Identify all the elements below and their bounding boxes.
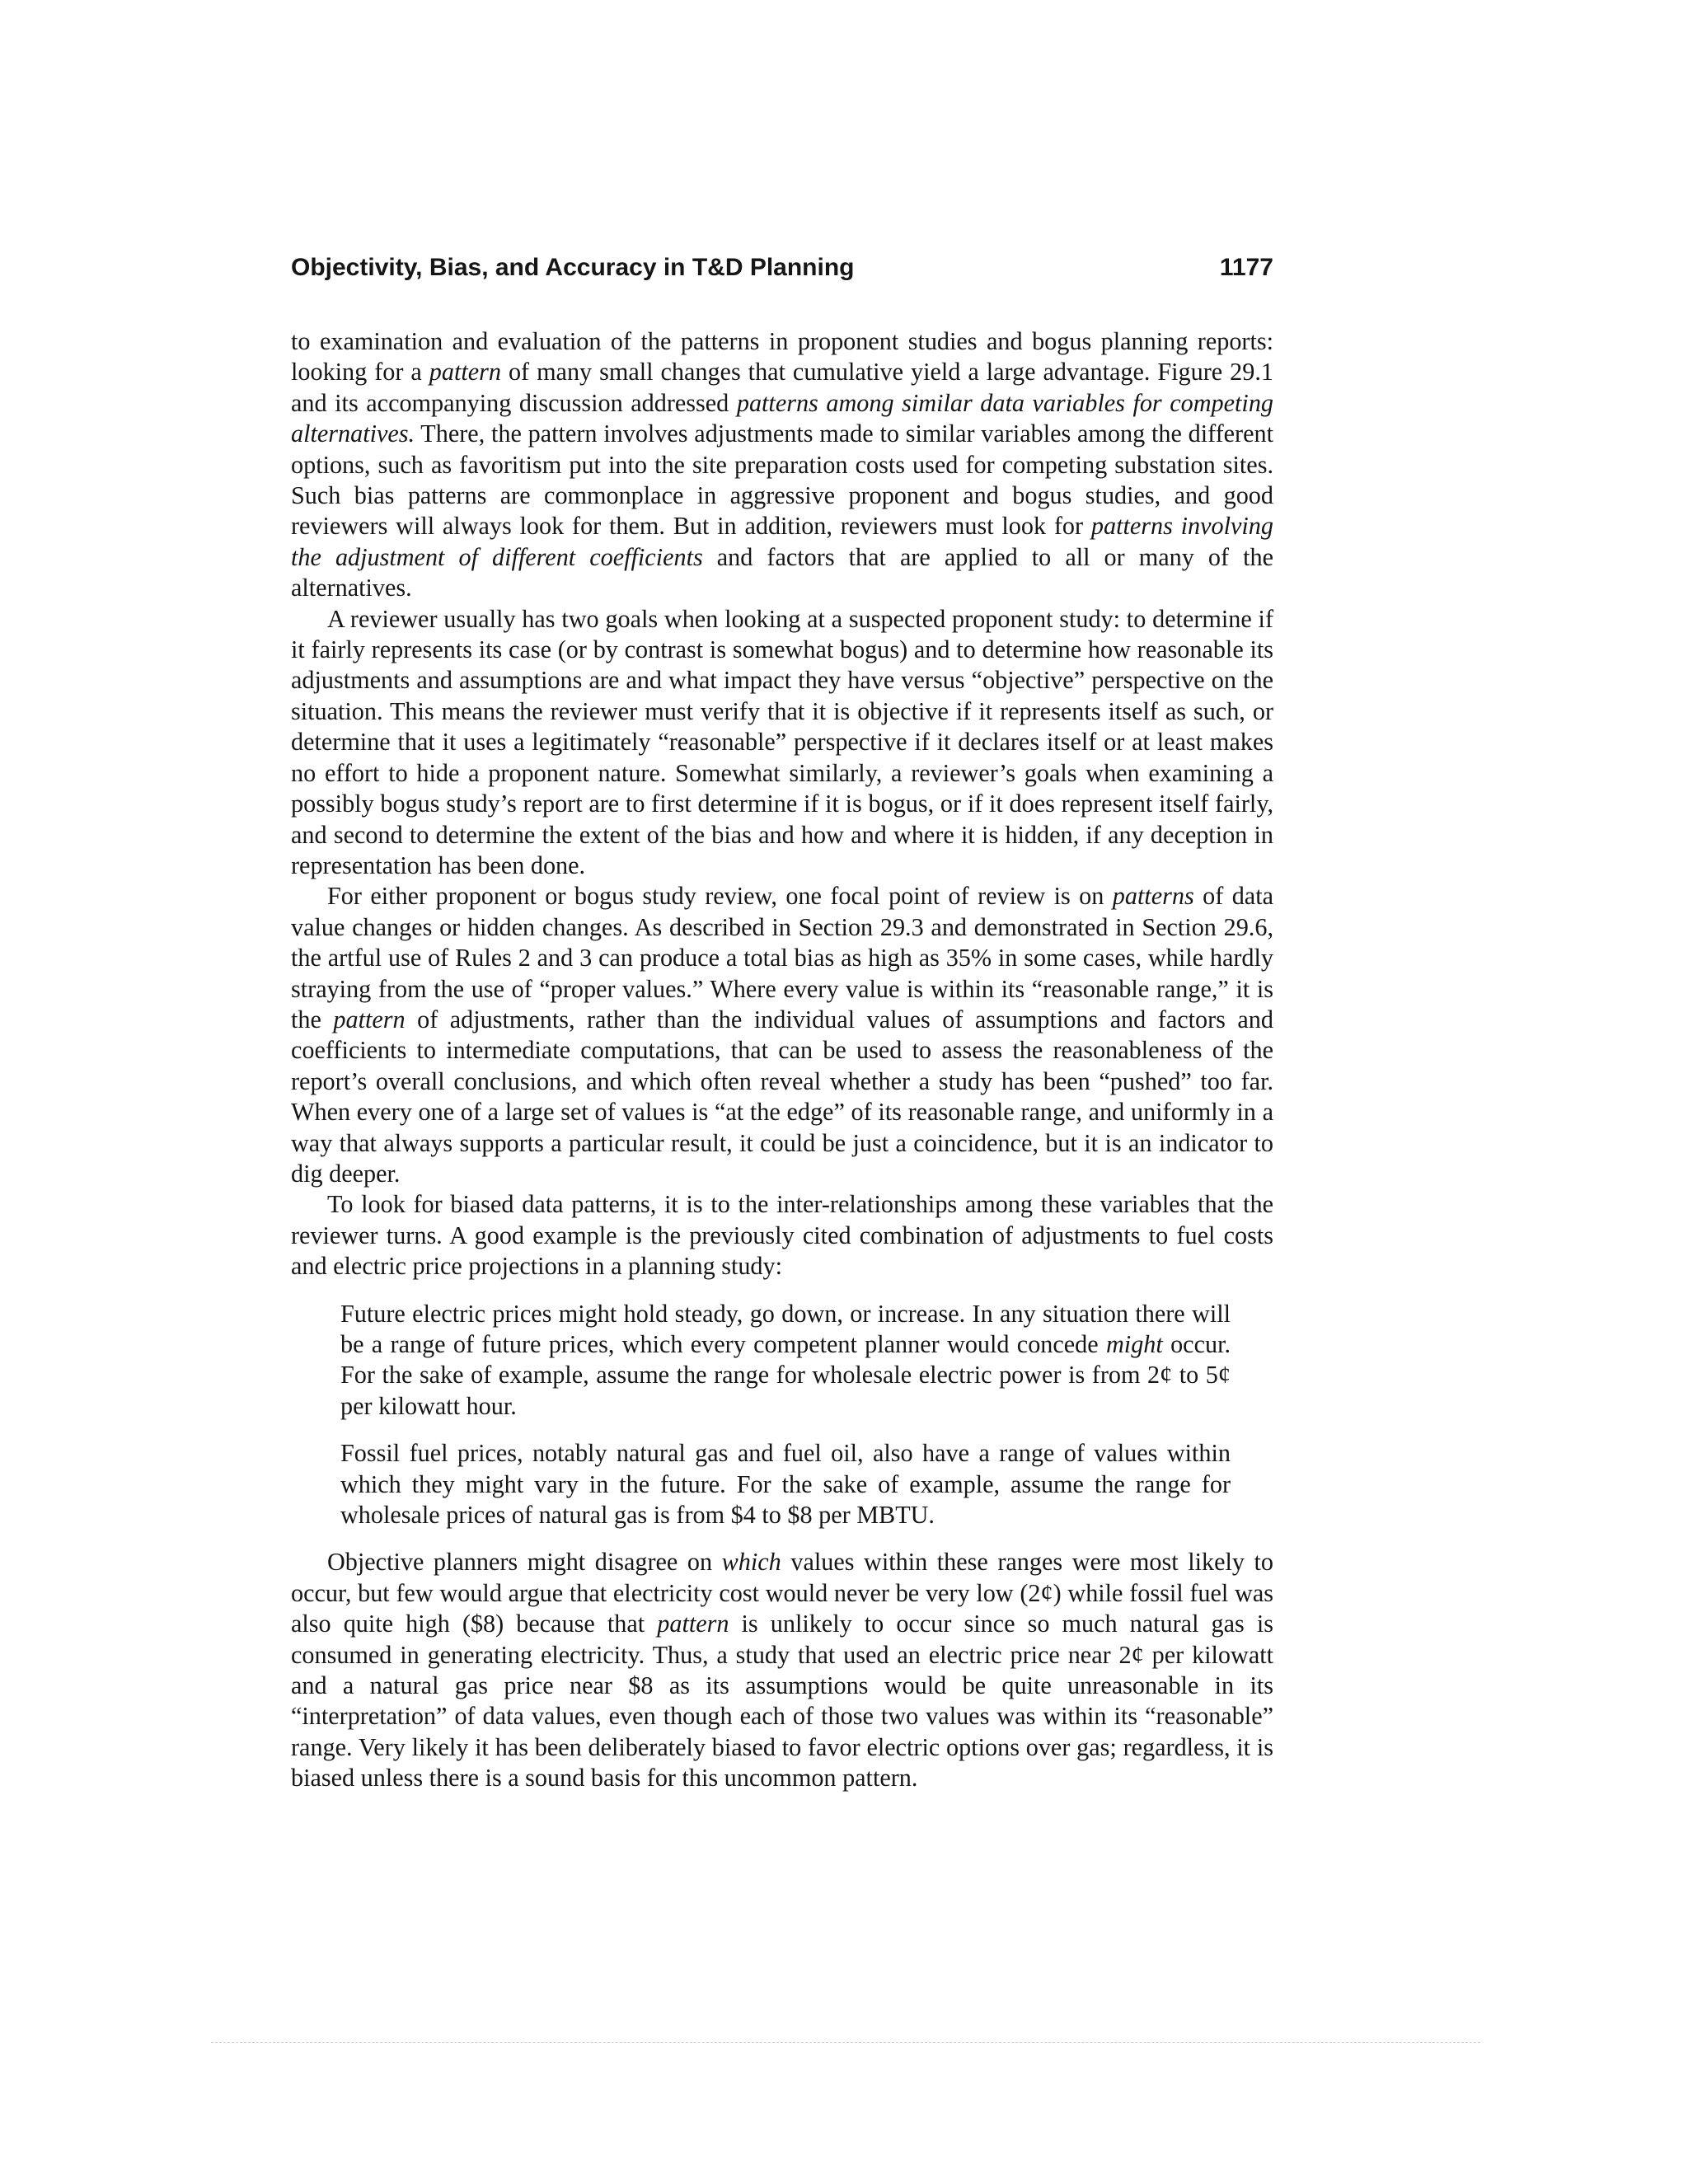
p5-text-c: values within these ranges were most likely to occur, but few would argue that electricity cost would never be very low (2¢) while fossil fuel was also quite high ($8) because that <box>291 1548 1274 1638</box>
p5-emphasis-pattern: pattern <box>657 1610 729 1638</box>
p3-text-e: of adjustments, rather than the individual values of assumptions and factors and coefficients to intermediate computations, that can be used to assess the reasonableness of the report’s overall conclusions, and which often reveal whether a study has been “pushed” too far. When every one of a large set of values is “at the edge” of its reasonable range, and uniformly in a way that always supports a particular result, it could be just a coincidence, but it is an indicator to dig deeper. <box>291 1005 1273 1188</box>
p1-emphasis-patterns-similar: patterns among similar data variables for competing alternatives. <box>291 388 1274 448</box>
p1-text-c: of many small changes that cumulative yield a large advantage. Figure 29.1 and its accompanying discussion addressed <box>291 358 1273 417</box>
quote1-emphasis-might: might <box>1106 1330 1163 1358</box>
quote1-text-a: Future electric prices might hold steady, go down, or increase. In any situation there will be a range of future prices, which every competent planner would concede <box>340 1299 1231 1358</box>
p3-emphasis-patterns: patterns <box>1112 882 1194 911</box>
quote-1-text <box>340 1299 1231 1422</box>
p5-text-a: Objective planners might disagree on <box>327 1548 722 1577</box>
p5-emphasis-which: which <box>721 1548 781 1577</box>
paragraph-5 <box>291 1547 1273 1793</box>
p3-text-c: of data value changes or hidden changes. As described in Section 29.3 and demonstrated in Section 29.6, the artful use of Rules 2 and 3 can produce a total bias as high as 35% in some cases, while hardly straying from the use of “proper values.” Where every value is within its “reasonable range,” it is the <box>291 882 1273 1033</box>
paragraph-3 <box>291 881 1273 1189</box>
running-head-title: Objectivity, Bias, and Accuracy in T&D Planning <box>291 254 855 281</box>
p3-text-a: For either proponent or bogus study review, one focal point of review is on <box>327 882 1113 911</box>
p1-text-g: and factors that are applied to all or many of the alternatives. <box>291 542 1273 602</box>
block-quote-fuel-prices <box>340 1438 1231 1530</box>
p3-emphasis-pattern: pattern <box>333 1005 406 1033</box>
footer-scan-line <box>211 2042 1480 2044</box>
paragraph-2: A reviewer usually has two goals when looking at a suspected proponent study: to determine if it fairly represents its case (or by contrast is somewhat bogus) and to determine how reasonable its adjustments and assumptions are and what impact they have versus “objective” perspective on the situation. This means the reviewer must verify that it is objective if it represents itself as such, or determine that it uses a legitimately “reasonable” perspective if it declares itself or at least makes no effort to hide a proponent nature. Somewhat similarly, a reviewer’s goals when examining a possibly bogus study’s report are to first determine if it is bogus, or if it does represent itself fairly, and second to determine the extent of the bias and how and where it is hidden, if any deception in representation has been done. <box>291 604 1273 879</box>
paragraph-4: To look for biased data patterns, it is to the inter-relationships among these variables that the reviewer turns. A good example is the previously cited combination of adjustments to fuel costs and electric price projections in a planning study: <box>291 1190 1273 1281</box>
quote1-text-c: occur. For the sake of example, assume the range for wholesale electric power is from 2¢ to 5¢ per kilowatt hour. <box>340 1330 1231 1420</box>
p5-text-e: is unlikely to occur since so much natural gas is consumed in generating electricity. Thus, a study that used an electric price near 2¢ per kilowatt and a natural gas price near $8 as its assumptions would be quite unreasonable in its “interpretation” of data values, even though each of those two values was within its “reasonable” range. Very likely it has been deliberately biased to favor electric options over gas; regardless, it is biased unless there is a sound basis for this uncommon pattern. <box>291 1610 1273 1793</box>
paragraph-1 <box>291 326 1273 604</box>
quote-2-text: Fossil fuel prices, notably natural gas and fuel oil, also have a range of values within which they might vary in the future. For the sake of example, assume the range for wholesale prices of natural gas is from $4 to $8 per MBTU. <box>340 1439 1231 1530</box>
page-number: 1177 <box>1219 254 1273 281</box>
block-quote-electric-prices <box>340 1299 1231 1422</box>
body-text <box>291 326 1273 1794</box>
p1-emphasis-pattern: pattern <box>429 358 501 387</box>
p1-text-a: to examination and evaluation of the patterns in proponent studies and bogus planning reports: looking for a <box>291 327 1273 387</box>
p1-text-e: There, the pattern involves adjustments made to similar variables among the different options, such as favoritism put into the site preparation costs used for competing substation sites. Such bias patterns are commonplace in aggressive proponent and bogus studies, and good reviewers will always look for them. But in addition, reviewers must look for <box>291 419 1273 541</box>
running-header <box>291 247 1273 288</box>
p1-emphasis-patterns-coefficients: patterns involving the adjustment of different coefficients <box>291 512 1273 571</box>
